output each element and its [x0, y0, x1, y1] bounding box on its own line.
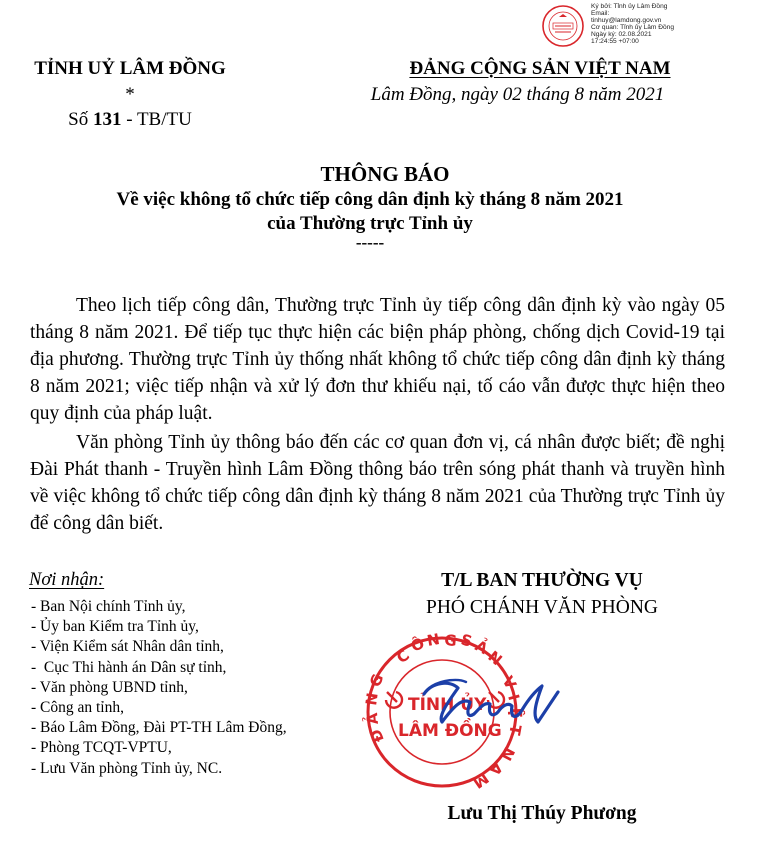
org-name: TỈNH UỶ LÂM ĐỒNG — [34, 58, 226, 79]
recipient-item: - Ban Nội chính Tỉnh ủy, — [31, 598, 186, 615]
signer-name: Lưu Thị Thúy Phương — [447, 803, 637, 824]
doc-number-value: 131 — [92, 109, 122, 130]
signature-role-2: PHÓ CHÁNH VĂN PHÒNG — [425, 597, 659, 618]
subtitle-line-1: Về việc không tổ chức tiếp công dân định kỳ tháng 8 năm 2021 — [116, 189, 624, 210]
agency-line: Cơ quan: Tỉnh ủy Lâm Đồng — [591, 24, 675, 32]
recipients-list — [31, 597, 287, 779]
svg-text:C: C — [393, 646, 414, 668]
signer-line: Ký bởi: Tỉnh ủy Lâm Đồng — [591, 3, 668, 10]
svg-text:S: S — [458, 630, 475, 651]
svg-text:G: G — [366, 671, 388, 690]
digital-signature-info — [591, 3, 767, 46]
org-star: * — [125, 84, 135, 105]
party-name: ĐẢNG CỘNG SẢN VIỆT NAM — [409, 58, 671, 79]
document-title: THÔNG BÁO — [320, 162, 450, 186]
recipient-item: - Ủy ban Kiểm tra Tỉnh ủy, — [31, 618, 199, 636]
title-separator: ----- — [355, 233, 385, 252]
recipient-item: - Cục Thi hành án Dân sự tỉnh, — [31, 658, 227, 676]
svg-text:M: M — [469, 768, 493, 793]
recipient-item: - Văn phòng UBND tỉnh, — [31, 678, 188, 696]
signed-date: Ngày ký: 02.08.2021 — [591, 31, 652, 39]
svg-text:Ô: Ô — [408, 633, 428, 656]
svg-text:G: G — [443, 631, 458, 651]
svg-text:V: V — [498, 673, 520, 693]
svg-text:N: N — [362, 691, 382, 707]
body-paragraph-1: Theo lịch tiếp công dân, Thường trực Tỉnh ủy tiếp công dân định kỳ vào ngày 05 tháng 8 năm 2021. Để tiếp tục thực hiện các biện pháp phòng, chống dịch Covid-19 tại địa phương. Thường trực Tỉnh ủy thống nhất không tổ chức tiếp công dân định kỳ tháng 8 năm 2021; việc tiếp nhận và xử lý đơn thư khiếu nại, tố cáo vẫn được thực hiện theo quy định của pháp luật. — [30, 295, 725, 424]
recipient-item: - Công an tỉnh, — [31, 699, 124, 717]
recipients-heading-text: Nơi nhận — [29, 570, 98, 590]
subtitle-line-2: của Thường trực Tỉnh ủy — [267, 213, 473, 234]
svg-text:N: N — [484, 647, 506, 670]
place-date: Lâm Đồng, ngày 02 tháng 8 năm 2021 — [370, 84, 665, 105]
svg-text:N: N — [496, 744, 519, 764]
svg-text:Ả: Ả — [363, 712, 382, 726]
document-number — [27, 109, 233, 131]
recipients-heading-colon: : — [97, 570, 105, 590]
svg-text:A: A — [485, 758, 507, 779]
svg-text:TỈNH ỦY: TỈNH ỦY — [408, 695, 487, 715]
doc-number-suffix: - TB/TU — [126, 109, 192, 130]
svg-text:Ệ: Ệ — [507, 707, 526, 719]
svg-text:N: N — [425, 630, 442, 650]
recipients-heading — [29, 570, 104, 591]
svg-text:T: T — [505, 723, 525, 737]
recipient-item: - Lưu Văn phòng Tỉnh ủy, NC. — [31, 759, 223, 777]
body-paragraph-2: Văn phòng Tỉnh ủy thông báo đến các cơ quan đơn vị, cá nhân được biết; đề nghị Đài Phát thanh - Truyền hình Lâm Đồng thông báo trên sóng phát thanh và truyền hình về việc không tổ chức tiếp công dân định kỳ tháng 8 năm 2021 của Thường trực Tỉnh ủy để công dân biết. — [30, 432, 725, 534]
official-seal-and-signature-icon — [362, 622, 562, 802]
signed-time: 17:24:55 +07:00 — [591, 38, 639, 46]
svg-text:Đ: Đ — [366, 726, 388, 745]
recipient-item: - Viện Kiểm sát Nhân dân tỉnh, — [31, 638, 224, 656]
recipient-item: - Phòng TCQT-VPTU, — [31, 739, 172, 757]
signature-role-1: T/L BAN THƯỜNG VỤ — [441, 570, 643, 591]
email-value: tinhuy@lamdong.gov.vn — [591, 17, 662, 25]
digital-signature-stamp-icon — [541, 4, 585, 48]
email-label: Email: — [591, 10, 610, 18]
recipient-item: - Báo Lâm Đồng, Đài PT-TH Lâm Đồng, — [31, 719, 287, 737]
svg-text:LÂM ĐỒNG: LÂM ĐỒNG — [398, 721, 502, 741]
svg-text:Ả: Ả — [472, 636, 491, 658]
svg-text:I: I — [504, 692, 523, 703]
doc-number-prefix: Số — [68, 109, 89, 130]
